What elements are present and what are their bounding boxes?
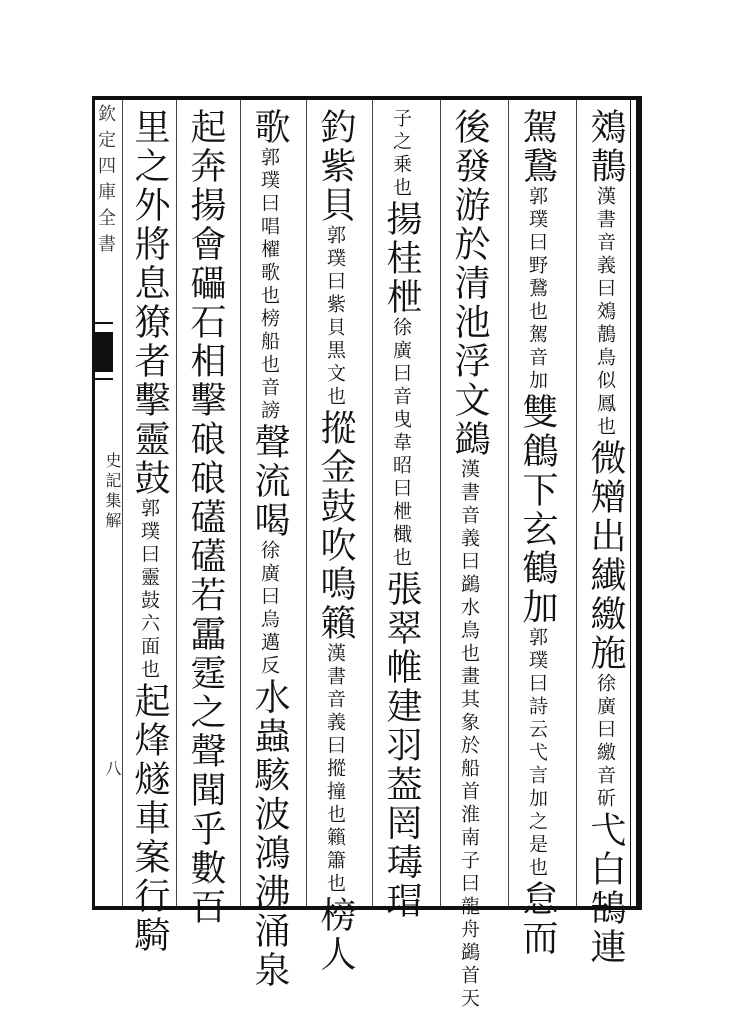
main-text: 榜人 <box>315 896 356 974</box>
column-rule <box>508 100 509 906</box>
text-column-7 <box>182 108 228 927</box>
main-text: 里之外將息獠者擊靈鼓 <box>129 108 170 498</box>
margin-page-number: 八 <box>103 760 122 776</box>
column-rule <box>576 100 577 906</box>
fish-tail-mark <box>95 332 113 372</box>
text-column-8 <box>126 108 172 955</box>
text-column-5 <box>312 108 358 974</box>
commentary-note: 徐廣曰烏邁反 <box>258 540 280 678</box>
main-text: 水蟲駭波鴻沸涌泉 <box>249 678 290 990</box>
main-text: 怠而 <box>517 880 558 958</box>
main-text: 歌 <box>249 108 290 147</box>
main-text: 張翠帷建羽葢罔瑇瑁 <box>381 570 422 921</box>
main-text: 釣紫貝 <box>315 108 356 225</box>
commentary-note: 郭璞曰野鵞也駕音加 <box>526 186 548 393</box>
main-text: 雙鶬下玄鶴加 <box>517 393 558 627</box>
text-column-2 <box>514 108 560 958</box>
main-text: 鵁鶄 <box>585 108 626 186</box>
commentary-note: 郭璞曰紫貝黒文也 <box>324 225 346 409</box>
commentary-note: 漢書音義曰鷁水鳥也畫其象於船首淮南子曰龍舟鷁首天 <box>458 459 480 1011</box>
column-rule <box>306 100 307 906</box>
text-column-6 <box>246 108 292 990</box>
main-text: 摐金鼓吹鳴籟 <box>315 409 356 643</box>
commentary-note: 郭璞曰唱櫂歌也榜船也音謗 <box>258 147 280 423</box>
column-rule <box>122 100 123 906</box>
commentary-note: 郭璞曰靈鼓六面也 <box>138 498 160 682</box>
text-column-3 <box>446 108 492 1011</box>
main-text: 聲流喝 <box>249 423 290 540</box>
frame-top-border <box>92 96 640 100</box>
column-rule <box>372 100 373 906</box>
main-text: 駕鵞 <box>517 108 558 186</box>
main-text: 起烽燧車案行騎 <box>129 682 170 955</box>
main-text: 後發游於清池浮文鷁 <box>449 108 490 459</box>
fish-tail-line-bottom <box>95 378 113 380</box>
commentary-note: 徐廣曰繳音斫 <box>594 673 616 811</box>
column-rule <box>240 100 241 906</box>
column-rule <box>176 100 177 906</box>
main-text: 揚桂枻 <box>381 200 422 317</box>
commentary-note: 徐廣曰音曳韋昭曰枻檝也 <box>390 317 412 570</box>
fish-tail-line-top <box>95 322 113 324</box>
frame-right-inner-line <box>630 96 631 910</box>
text-column-4 <box>378 108 424 921</box>
text-column-1 <box>582 108 628 967</box>
commentary-note: 漢書音義曰摐撞也籟簫也 <box>324 643 346 896</box>
main-text: 弋白鵠連 <box>585 811 626 967</box>
commentary-note: 漢書音義曰鵁鶄鳥似鳳也 <box>594 186 616 439</box>
outer-margin-title: 欽定四庫全書 <box>95 104 116 260</box>
main-text: 微矰出纎繳施 <box>585 439 626 673</box>
commentary-note: 郭璞曰詩云弋言加之是也 <box>526 627 548 880</box>
commentary-note: 子之乗也 <box>390 108 412 200</box>
frame-right-border <box>636 96 642 910</box>
margin-book-title: 史記集解 <box>103 452 122 532</box>
column-rule <box>440 100 441 906</box>
main-text: 起奔揚會礧石相擊硠硠礚礚若靁霆之聲聞乎數百 <box>185 108 226 927</box>
